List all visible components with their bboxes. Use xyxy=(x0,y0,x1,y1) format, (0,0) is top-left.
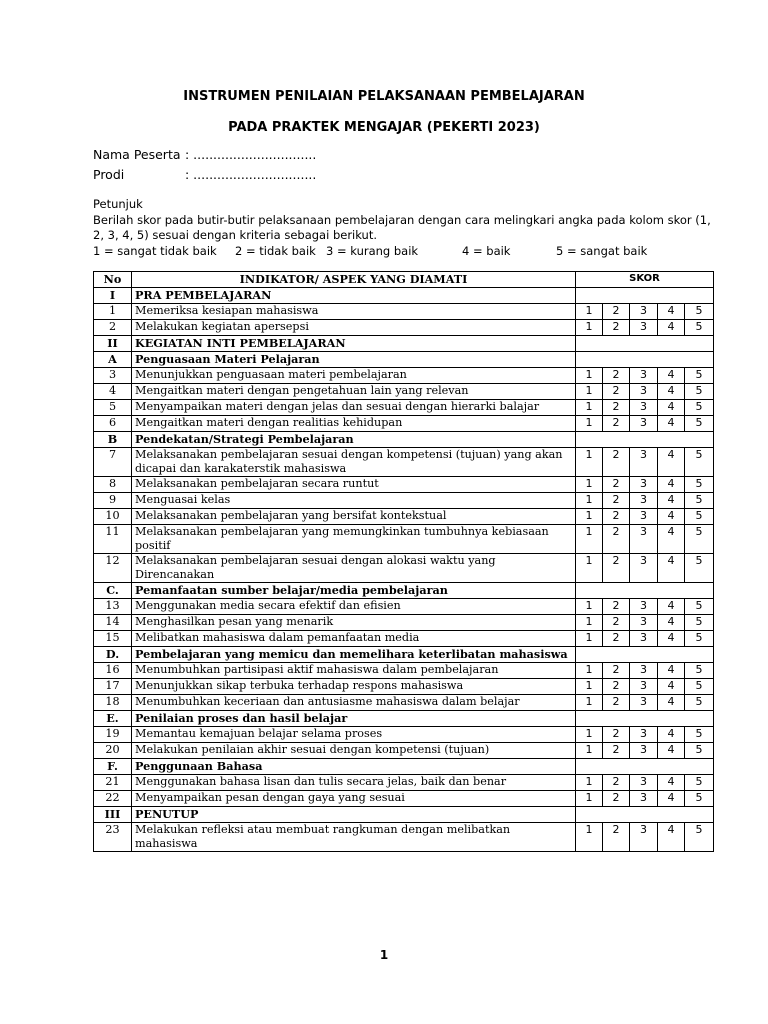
indicator-text: Menyampaikan materi dengan jelas dan sesuai dengan hierarki balajar xyxy=(132,400,576,416)
indicator-text: Melaksanakan pembelajaran sesuai dengan alokasi waktu yang Direncanakan xyxy=(132,554,576,583)
score-option-1[interactable]: 1 xyxy=(576,400,603,416)
indicator-text: Menggunakan bahasa lisan dan tulis secara jelas, baik dan benar xyxy=(132,775,576,791)
table-row xyxy=(94,416,714,432)
indicator-text: Melaksanakan pembelajaran yang memungkinkan tumbuhnya kebiasaan positif xyxy=(132,525,576,554)
score-option-2[interactable]: 2 xyxy=(603,477,630,493)
score-option-3[interactable]: 3 xyxy=(630,525,658,554)
row-number: 14 xyxy=(94,615,132,631)
score-option-2[interactable]: 2 xyxy=(603,695,630,711)
score-option-1[interactable]: 1 xyxy=(576,823,603,852)
score-option-3[interactable]: 3 xyxy=(630,304,658,320)
score-option-2[interactable]: 2 xyxy=(603,727,630,743)
score-option-1[interactable]: 1 xyxy=(576,663,603,679)
score-option-4[interactable]: 4 xyxy=(658,695,685,711)
nama-peserta-field xyxy=(93,147,316,162)
section-row xyxy=(94,759,714,775)
table-row xyxy=(94,448,714,477)
score-option-4[interactable]: 4 xyxy=(658,320,685,336)
score-option-1[interactable]: 1 xyxy=(576,727,603,743)
score-option-1[interactable]: 1 xyxy=(576,599,603,615)
indicator-text: Melaksanakan pembelajaran sesuai dengan kompetensi (tujuan) yang akan dicapai dan karakaterstik mahasiswa xyxy=(132,448,576,477)
indicator-text: Memeriksa kesiapan mahasiswa xyxy=(132,304,576,320)
section-row xyxy=(94,583,714,599)
score-option-3[interactable]: 3 xyxy=(630,775,658,791)
table-row xyxy=(94,743,714,759)
table-row xyxy=(94,615,714,631)
score-option-3[interactable]: 3 xyxy=(630,448,658,477)
score-option-1[interactable]: 1 xyxy=(576,368,603,384)
section-title: PRA PEMBELAJARAN xyxy=(132,288,576,304)
row-number: 7 xyxy=(94,448,132,477)
table-body xyxy=(94,288,714,852)
score-option-3[interactable]: 3 xyxy=(630,400,658,416)
empty-score-cell xyxy=(576,583,714,599)
section-title: Penilaian proses dan hasil belajar xyxy=(132,711,576,727)
instructions xyxy=(93,197,723,260)
table-row xyxy=(94,477,714,493)
row-number: I xyxy=(94,288,132,304)
score-option-5[interactable]: 5 xyxy=(685,554,714,583)
empty-score-cell xyxy=(576,336,714,352)
row-number: 20 xyxy=(94,743,132,759)
table-row xyxy=(94,525,714,554)
score-option-5[interactable]: 5 xyxy=(685,631,714,647)
score-option-1[interactable]: 1 xyxy=(576,679,603,695)
score-option-5[interactable]: 5 xyxy=(685,477,714,493)
row-number: 2 xyxy=(94,320,132,336)
score-option-3[interactable]: 3 xyxy=(630,416,658,432)
indicator-text: Memantau kemajuan belajar selama proses xyxy=(132,727,576,743)
section-title: PENUTUP xyxy=(132,807,576,823)
score-option-1[interactable]: 1 xyxy=(576,509,603,525)
table-row xyxy=(94,599,714,615)
row-number: D. xyxy=(94,647,132,663)
instructions-text: Berilah skor pada butir-butir pelaksanaan pembelajaran dengan cara melingkari angka pada kolom skor (1, 2, 3, 4, 5) sesuai dengan kriteria sebagai berikut. xyxy=(93,212,711,242)
score-option-3[interactable]: 3 xyxy=(630,320,658,336)
empty-score-cell xyxy=(576,352,714,368)
empty-score-cell xyxy=(576,711,714,727)
score-option-5[interactable]: 5 xyxy=(685,727,714,743)
row-number: 4 xyxy=(94,384,132,400)
score-option-3[interactable]: 3 xyxy=(630,493,658,509)
score-option-2[interactable]: 2 xyxy=(603,631,630,647)
table-row xyxy=(94,663,714,679)
indicator-text: Menunjukkan penguasaan materi pembelajaran xyxy=(132,368,576,384)
assessment-table xyxy=(93,271,714,852)
score-option-4[interactable]: 4 xyxy=(658,304,685,320)
indicator-text: Melakukan penilaian akhir sesuai dengan kompetensi (tujuan) xyxy=(132,743,576,759)
score-option-5[interactable]: 5 xyxy=(685,493,714,509)
score-option-1[interactable]: 1 xyxy=(576,695,603,711)
table-row xyxy=(94,304,714,320)
row-number: F. xyxy=(94,759,132,775)
score-option-4[interactable]: 4 xyxy=(658,615,685,631)
row-number: 15 xyxy=(94,631,132,647)
score-option-2[interactable]: 2 xyxy=(603,448,630,477)
indicator-text: Menguasai kelas xyxy=(132,493,576,509)
score-option-2[interactable]: 2 xyxy=(603,304,630,320)
score-option-2[interactable]: 2 xyxy=(603,791,630,807)
score-option-2[interactable]: 2 xyxy=(603,525,630,554)
score-option-5[interactable]: 5 xyxy=(685,695,714,711)
indicator-text: Menggunakan media secara efektif dan efisien xyxy=(132,599,576,615)
score-option-1[interactable]: 1 xyxy=(576,615,603,631)
row-number: 21 xyxy=(94,775,132,791)
score-option-5[interactable]: 5 xyxy=(685,775,714,791)
table-row xyxy=(94,400,714,416)
indicator-text: Menunjukkan sikap terbuka terhadap respons mahasiswa xyxy=(132,679,576,695)
score-option-4[interactable]: 4 xyxy=(658,554,685,583)
indicator-text: Melakukan refleksi atau membuat rangkuman dengan melibatkan mahasiswa xyxy=(132,823,576,852)
score-scale xyxy=(93,244,723,260)
section-row xyxy=(94,647,714,663)
table-row xyxy=(94,320,714,336)
score-option-4[interactable]: 4 xyxy=(658,400,685,416)
score-option-5[interactable]: 5 xyxy=(685,663,714,679)
table-row xyxy=(94,509,714,525)
score-option-5[interactable]: 5 xyxy=(685,416,714,432)
row-number: 9 xyxy=(94,493,132,509)
table-row xyxy=(94,727,714,743)
nama-peserta-value: : ............................... xyxy=(185,147,317,162)
row-number: 3 xyxy=(94,368,132,384)
score-option-3[interactable]: 3 xyxy=(630,368,658,384)
score-option-3[interactable]: 3 xyxy=(630,631,658,647)
score-option-4[interactable]: 4 xyxy=(658,509,685,525)
empty-score-cell xyxy=(576,288,714,304)
score-option-1[interactable]: 1 xyxy=(576,448,603,477)
prodi-value: : ............................... xyxy=(185,167,317,182)
row-number: 19 xyxy=(94,727,132,743)
section-row xyxy=(94,336,714,352)
score-option-3[interactable]: 3 xyxy=(630,509,658,525)
scale-3: 3 = kurang baik xyxy=(326,243,419,258)
scale-2: 2 = tidak baik xyxy=(235,243,316,258)
score-option-5[interactable]: 5 xyxy=(685,320,714,336)
score-option-1[interactable]: 1 xyxy=(576,554,603,583)
empty-score-cell xyxy=(576,759,714,775)
score-option-3[interactable]: 3 xyxy=(630,791,658,807)
section-row xyxy=(94,352,714,368)
table-row xyxy=(94,631,714,647)
score-option-2[interactable]: 2 xyxy=(603,320,630,336)
scale-1: 1 = sangat tidak baik xyxy=(93,243,217,258)
row-number: 22 xyxy=(94,791,132,807)
score-option-3[interactable]: 3 xyxy=(630,554,658,583)
score-option-2[interactable]: 2 xyxy=(603,509,630,525)
page-number: 1 xyxy=(379,948,389,962)
score-option-4[interactable]: 4 xyxy=(658,384,685,400)
score-option-2[interactable]: 2 xyxy=(603,615,630,631)
indicator-text: Mengaitkan materi dengan pengetahuan lain yang relevan xyxy=(132,384,576,400)
section-title: KEGIATAN INTI PEMBELAJARAN xyxy=(132,336,576,352)
indicator-text: Menumbuhkan partisipasi aktif mahasiswa dalam pembelajaran xyxy=(132,663,576,679)
section-title: Penggunaan Bahasa xyxy=(132,759,576,775)
score-option-4[interactable]: 4 xyxy=(658,525,685,554)
table-row xyxy=(94,368,714,384)
score-option-1[interactable]: 1 xyxy=(576,304,603,320)
indicator-text: Mengaitkan materi dengan realitias kehidupan xyxy=(132,416,576,432)
score-option-3[interactable]: 3 xyxy=(630,823,658,852)
table-row xyxy=(94,493,714,509)
indicator-text: Menghasilkan pesan yang menarik xyxy=(132,615,576,631)
score-option-2[interactable]: 2 xyxy=(603,384,630,400)
score-option-5[interactable]: 5 xyxy=(685,448,714,477)
empty-score-cell xyxy=(576,432,714,448)
score-option-4[interactable]: 4 xyxy=(658,599,685,615)
score-option-4[interactable]: 4 xyxy=(658,493,685,509)
score-option-4[interactable]: 4 xyxy=(658,663,685,679)
indicator-text: Melibatkan mahasiswa dalam pemanfaatan media xyxy=(132,631,576,647)
score-option-4[interactable]: 4 xyxy=(658,679,685,695)
section-title: Pendekatan/Strategi Pembelajaran xyxy=(132,432,576,448)
header-no: No xyxy=(94,272,132,288)
score-option-4[interactable]: 4 xyxy=(658,631,685,647)
score-option-5[interactable]: 5 xyxy=(685,368,714,384)
score-option-1[interactable]: 1 xyxy=(576,791,603,807)
score-option-5[interactable]: 5 xyxy=(685,384,714,400)
table-header-row xyxy=(94,272,714,288)
score-option-4[interactable]: 4 xyxy=(658,448,685,477)
score-option-1[interactable]: 1 xyxy=(576,320,603,336)
row-number: C. xyxy=(94,583,132,599)
score-option-2[interactable]: 2 xyxy=(603,493,630,509)
score-option-4[interactable]: 4 xyxy=(658,791,685,807)
scale-5: 5 = sangat baik xyxy=(556,243,648,258)
section-row xyxy=(94,288,714,304)
indicator-text: Melaksanakan pembelajaran secara runtut xyxy=(132,477,576,493)
score-option-3[interactable]: 3 xyxy=(630,477,658,493)
score-option-5[interactable]: 5 xyxy=(685,509,714,525)
section-title: Pembelajaran yang memicu dan memelihara keterlibatan mahasiswa xyxy=(132,647,576,663)
score-option-1[interactable]: 1 xyxy=(576,525,603,554)
score-option-2[interactable]: 2 xyxy=(603,679,630,695)
row-number: III xyxy=(94,807,132,823)
row-number: 5 xyxy=(94,400,132,416)
row-number: 17 xyxy=(94,679,132,695)
row-number: 16 xyxy=(94,663,132,679)
empty-score-cell xyxy=(576,647,714,663)
score-option-3[interactable]: 3 xyxy=(630,679,658,695)
row-number: 1 xyxy=(94,304,132,320)
score-option-5[interactable]: 5 xyxy=(685,599,714,615)
score-option-1[interactable]: 1 xyxy=(576,743,603,759)
score-option-1[interactable]: 1 xyxy=(576,416,603,432)
score-option-5[interactable]: 5 xyxy=(685,791,714,807)
score-option-1[interactable]: 1 xyxy=(576,775,603,791)
score-option-2[interactable]: 2 xyxy=(603,663,630,679)
score-option-3[interactable]: 3 xyxy=(630,384,658,400)
score-option-5[interactable]: 5 xyxy=(685,679,714,695)
prodi-label: Prodi xyxy=(93,167,125,182)
table-row xyxy=(94,554,714,583)
score-option-2[interactable]: 2 xyxy=(603,554,630,583)
nama-peserta-label: Nama Peserta xyxy=(93,147,181,162)
empty-score-cell xyxy=(576,807,714,823)
table-row xyxy=(94,775,714,791)
row-number: II xyxy=(94,336,132,352)
score-option-3[interactable]: 3 xyxy=(630,615,658,631)
indicator-text: Melaksanakan pembelajaran yang bersifat kontekstual xyxy=(132,509,576,525)
score-option-5[interactable]: 5 xyxy=(685,615,714,631)
score-option-5[interactable]: 5 xyxy=(685,400,714,416)
score-option-5[interactable]: 5 xyxy=(685,823,714,852)
score-option-3[interactable]: 3 xyxy=(630,599,658,615)
row-number: A xyxy=(94,352,132,368)
document-title: INSTRUMEN PENILAIAN PELAKSANAAN PEMBELAJARAN xyxy=(183,89,585,104)
header-indikator: INDIKATOR/ ASPEK YANG DIAMATI xyxy=(132,272,576,288)
row-number: 8 xyxy=(94,477,132,493)
table-row xyxy=(94,823,714,852)
indicator-text: Melakukan kegiatan apersepsi xyxy=(132,320,576,336)
score-option-1[interactable]: 1 xyxy=(576,493,603,509)
score-option-4[interactable]: 4 xyxy=(658,368,685,384)
score-option-2[interactable]: 2 xyxy=(603,743,630,759)
row-number: 13 xyxy=(94,599,132,615)
score-option-2[interactable]: 2 xyxy=(603,400,630,416)
score-option-3[interactable]: 3 xyxy=(630,663,658,679)
row-number: 12 xyxy=(94,554,132,583)
row-number: 18 xyxy=(94,695,132,711)
scale-4: 4 = baik xyxy=(462,243,511,258)
score-option-2[interactable]: 2 xyxy=(603,416,630,432)
score-option-1[interactable]: 1 xyxy=(576,384,603,400)
row-number: 6 xyxy=(94,416,132,432)
score-option-2[interactable]: 2 xyxy=(603,823,630,852)
score-option-3[interactable]: 3 xyxy=(630,743,658,759)
table-row xyxy=(94,679,714,695)
section-row xyxy=(94,807,714,823)
row-number: B xyxy=(94,432,132,448)
score-option-2[interactable]: 2 xyxy=(603,599,630,615)
score-option-5[interactable]: 5 xyxy=(685,743,714,759)
score-option-4[interactable]: 4 xyxy=(658,823,685,852)
score-option-4[interactable]: 4 xyxy=(658,775,685,791)
row-number: E. xyxy=(94,711,132,727)
section-title: Pemanfaatan sumber belajar/media pembelajaran xyxy=(132,583,576,599)
header-skor: SKOR xyxy=(576,272,714,288)
row-number: 23 xyxy=(94,823,132,852)
score-option-4[interactable]: 4 xyxy=(658,416,685,432)
instructions-heading: Petunjuk xyxy=(93,197,143,211)
section-title: Penguasaan Materi Pelajaran xyxy=(132,352,576,368)
table-row xyxy=(94,791,714,807)
prodi-field xyxy=(93,167,316,182)
score-option-4[interactable]: 4 xyxy=(658,743,685,759)
score-option-1[interactable]: 1 xyxy=(576,477,603,493)
indicator-text: Menyampaikan pesan dengan gaya yang sesuai xyxy=(132,791,576,807)
indicator-text: Menumbuhkan keceriaan dan antusiasme mahasiswa dalam belajar xyxy=(132,695,576,711)
row-number: 11 xyxy=(94,525,132,554)
score-option-1[interactable]: 1 xyxy=(576,631,603,647)
document-subtitle: PADA PRAKTEK MENGAJAR (PEKERTI 2023) xyxy=(228,120,540,135)
score-option-5[interactable]: 5 xyxy=(685,304,714,320)
score-option-5[interactable]: 5 xyxy=(685,525,714,554)
score-option-3[interactable]: 3 xyxy=(630,727,658,743)
score-option-3[interactable]: 3 xyxy=(630,695,658,711)
score-option-4[interactable]: 4 xyxy=(658,727,685,743)
row-number: 10 xyxy=(94,509,132,525)
score-option-4[interactable]: 4 xyxy=(658,477,685,493)
score-option-2[interactable]: 2 xyxy=(603,775,630,791)
table-row xyxy=(94,384,714,400)
table-row xyxy=(94,695,714,711)
section-row xyxy=(94,711,714,727)
section-row xyxy=(94,432,714,448)
score-option-2[interactable]: 2 xyxy=(603,368,630,384)
